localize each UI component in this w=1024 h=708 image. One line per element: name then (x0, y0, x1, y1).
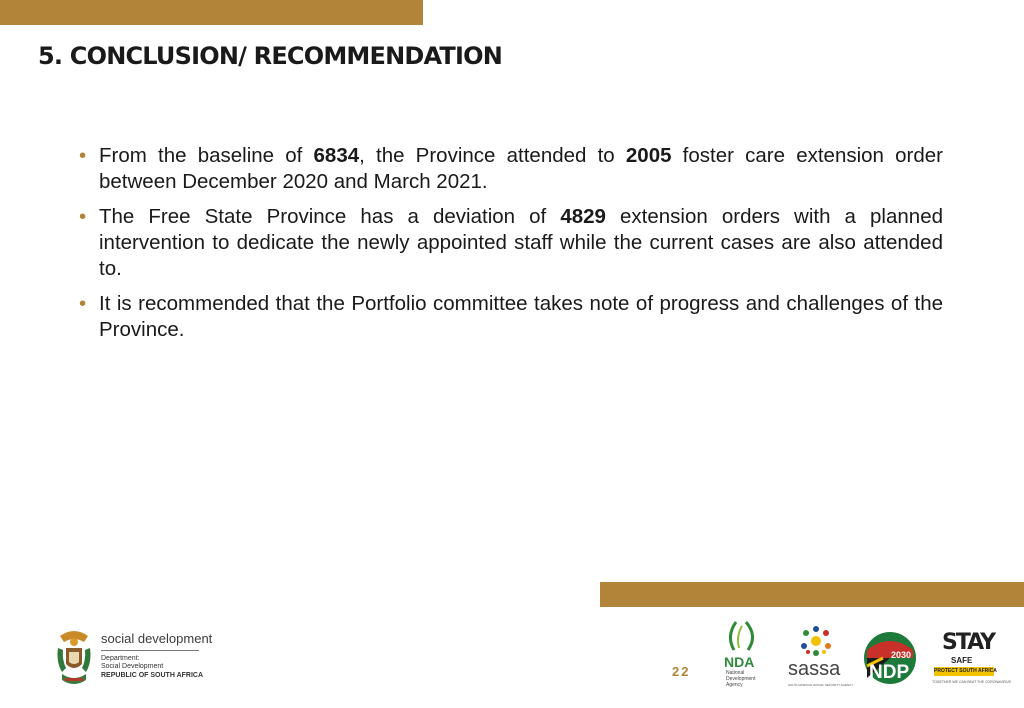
stay-label: STAY (942, 630, 994, 655)
sassa-subtitle: SOUTH AFRICAN SOCIAL SECURITY AGENCY (788, 683, 854, 687)
bullet-figure: 2005 (625, 144, 672, 167)
bullet-text: From the baseline of (99, 144, 314, 167)
bullet-text: It is recommended that the Portfolio committee takes note of progress and challenges of the Province. (99, 292, 943, 341)
bullet-item (79, 291, 943, 343)
ndp-2030-logo (863, 628, 917, 688)
nda-subtitle (726, 670, 755, 688)
slide-title: 5. CONCLUSION/ RECOMMENDATION (38, 42, 502, 70)
country-name: REPUBLIC OF SOUTH AFRICA (101, 672, 204, 679)
ndp-label: NDP (869, 662, 910, 683)
ndp-emblem-icon (863, 628, 917, 688)
stay-safe-logo (930, 630, 1011, 688)
top-accent-bar (0, 0, 423, 25)
divider (101, 650, 199, 651)
sassa-emblem-icon (786, 624, 846, 658)
safe-label: SAFE (951, 656, 973, 665)
department-label: Department: (101, 655, 140, 662)
nda-label: NDA (724, 654, 755, 670)
bottom-accent-bar (600, 582, 1024, 607)
bullet-dot-icon: • (79, 292, 87, 315)
nda-logo (722, 618, 762, 694)
bullet-item (79, 204, 943, 282)
nda-sub-line: Development (726, 676, 756, 682)
social-development-title: social development (101, 631, 213, 646)
nda-sub-line: Agency (726, 682, 743, 688)
coat-of-arms-icon (54, 628, 94, 688)
sassa-logo (786, 624, 854, 690)
bullet-text: , the Province attended to (359, 144, 626, 167)
stay-safe-band-text: PROTECT SOUTH AFRICA (934, 668, 997, 674)
bullet-text: foster care extension order between December 2020 and March 2021. (99, 144, 943, 193)
bullet-text: extension orders with a planned intervention to dedicate the newly appointed staff while the current cases are also attended to. (99, 205, 943, 280)
bullet-item (79, 143, 943, 195)
nda-emblem-icon (722, 618, 762, 654)
bullet-list (79, 143, 943, 352)
bullet-dot-icon: • (79, 205, 87, 228)
bullet-figure: 4829 (560, 205, 606, 228)
bullet-text: The Free State Province has a deviation of (99, 205, 561, 228)
ndp-year: 2030 (891, 650, 912, 660)
sassa-label: sassa (788, 658, 841, 680)
bullet-dot-icon: • (79, 144, 87, 167)
bullet-figure: 6834 (313, 144, 360, 167)
department-name: Social Development (101, 663, 164, 670)
page-number: 22 (672, 664, 691, 679)
social-development-logo (54, 626, 213, 690)
stay-safe-subtitle: TOGETHER WE CAN BEAT THE CORONAVIRUS (932, 680, 1011, 684)
nda-sub-line: National (726, 670, 745, 676)
